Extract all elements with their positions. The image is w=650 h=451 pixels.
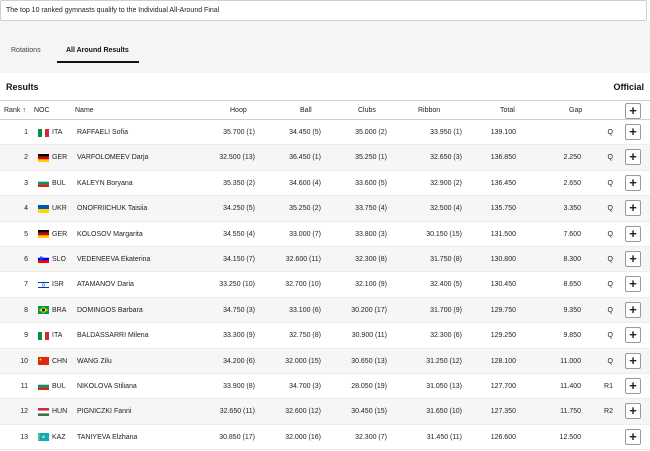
ribbon-score: 31.450 (11) [426,433,462,441]
gap-value: 7.600 [563,230,581,238]
noc-cell: SLO [52,255,67,263]
table-row[interactable] [0,120,650,145]
ribbon-score: 31.750 (8) [430,255,462,263]
expand-row-button[interactable]: + [625,200,641,216]
qualification-status: Q [607,129,613,136]
tab-all-around-results[interactable]: All Around Results [66,47,129,54]
ball-score: 32.700 (10) [285,281,321,289]
rank-cell: 3 [24,179,28,187]
column-ball: Ball [300,107,312,114]
hoop-score: 33.250 (10) [219,281,255,289]
gap-value: 11.750 [560,408,581,416]
athlete-name[interactable]: ATAMANOV Daria [77,281,134,289]
gap-value: 8.650 [563,281,581,289]
hoop-score: 34.550 (4) [223,230,255,238]
total-score: 136.850 [490,154,516,162]
kaz-flag-icon [38,433,49,441]
ita-flag-icon [38,332,49,340]
expand-row-button[interactable]: + [625,302,641,318]
column-clubs: Clubs [358,107,376,114]
results-table [0,100,650,450]
clubs-score: 30.650 (13) [351,357,387,365]
rank-cell: 11 [20,382,28,390]
rank-cell: 2 [24,154,28,162]
clubs-score: 33.800 (3) [355,230,387,238]
table-row[interactable] [0,425,650,450]
total-score: 130.800 [490,255,516,263]
hoop-score: 34.200 (6) [223,357,255,365]
column-ribbon: Ribbon [418,107,441,114]
athlete-name[interactable]: WANG Zilu [77,357,112,365]
ball-score: 35.250 (2) [289,205,321,213]
gap-value: 9.850 [563,332,581,340]
expand-row-button[interactable]: + [625,327,641,343]
total-score: 135.750 [490,205,516,213]
table-row[interactable] [0,349,650,374]
table-row[interactable] [0,374,650,399]
noc-cell: GER [52,230,68,238]
column-name: Name [75,107,94,114]
qualification-status: Q [607,205,613,213]
ball-score: 33.000 (7) [289,230,321,238]
table-header [0,100,650,120]
athlete-name[interactable]: VARFOLOMEEV Darja [77,154,149,162]
slo-flag-icon [38,255,49,263]
expand-row-button[interactable]: + [625,276,641,292]
noc-cell: ISR [52,281,64,289]
results-heading: Results [6,82,39,92]
ball-score: 32.600 (11) [285,255,321,263]
hun-flag-icon [38,408,49,416]
rank-cell: 12 [20,408,28,416]
total-score: 136.450 [490,179,516,187]
total-score: 128.100 [490,357,516,365]
clubs-score: 35.250 (1) [355,154,387,162]
total-score: 126.600 [490,433,516,441]
hoop-score: 32.500 (13) [219,154,255,162]
rank-cell: 8 [24,306,28,314]
expand-row-button[interactable]: + [625,429,641,445]
athlete-name[interactable]: VEDENEEVA Ekaterina [77,255,151,263]
gap-value: 2.250 [563,154,581,162]
column-total: Total [500,107,515,114]
noc-cell: GER [52,154,68,162]
table-row[interactable] [0,272,650,297]
ball-score: 32.000 (15) [285,357,321,365]
ball-score: 34.700 (3) [289,382,321,390]
total-score: 130.450 [490,281,516,289]
gap-value: 11.000 [560,357,581,365]
noc-cell: CHN [52,357,68,365]
rank-cell: 5 [24,230,28,238]
ribbon-score: 31.650 (10) [426,408,462,416]
qualification-status: Q [607,306,613,314]
rank-cell: 4 [24,205,28,213]
rank-cell: 9 [24,332,28,340]
bra-flag-icon [38,306,49,314]
total-score: 139.100 [490,129,516,136]
gap-value: 9.350 [563,306,581,314]
hoop-score: 33.900 (8) [223,382,255,390]
qualification-status: Q [607,255,613,263]
sort-ascending-icon[interactable]: ↑ [22,107,26,114]
athlete-name[interactable]: DOMINGOS Barbara [77,306,143,314]
ribbon-score: 31.050 (13) [426,382,462,390]
qualification-status: Q [607,179,613,187]
clubs-score: 33.600 (5) [355,179,387,187]
ball-score: 32.750 (8) [289,332,321,340]
tab-rotations[interactable]: Rotations [11,47,41,54]
column-rank-label: Rank [4,107,21,114]
expand-row-button[interactable]: + [625,149,641,165]
hoop-score: 32.650 (11) [219,408,255,416]
total-score: 129.250 [490,332,516,340]
column-hoop: Hoop [230,107,247,114]
rank-cell: 1 [24,129,28,136]
rank-cell: 6 [24,255,28,263]
ball-score: 34.450 (5) [289,129,321,136]
noc-cell: KAZ [52,433,66,441]
clubs-score: 32.300 (8) [355,255,387,263]
chn-flag-icon [38,357,49,365]
athlete-name[interactable]: BALDASSARRI Milena [77,332,149,340]
total-score: 129.750 [490,306,516,314]
rank-cell: 7 [24,281,28,289]
expand-row-button[interactable]: + [625,226,641,242]
ball-score: 33.100 (6) [289,306,321,314]
noc-cell: BRA [52,306,67,314]
noc-cell: BUL [52,179,66,187]
expand-all-button[interactable]: + [625,103,641,119]
total-score: 127.700 [490,382,516,390]
bul-flag-icon [38,382,49,390]
column-rank[interactable] [4,107,26,114]
expand-row-button[interactable]: + [625,353,641,369]
ribbon-score: 32.650 (3) [430,154,462,162]
expand-row-button[interactable]: + [625,403,641,419]
table-row[interactable] [0,298,650,323]
ribbon-score: 32.300 (6) [430,332,462,340]
clubs-score: 33.750 (4) [355,205,387,213]
expand-row-button[interactable]: + [625,378,641,394]
athlete-name[interactable]: PIGNICZKI Fanni [77,408,132,416]
athlete-name[interactable]: TANIYEVA Elzhana [77,433,138,441]
ribbon-score: 31.700 (9) [430,306,462,314]
noc-cell: ITA [52,332,63,340]
hoop-score: 34.750 (3) [223,306,255,314]
table-row[interactable] [0,323,650,348]
noc-cell: UKR [52,205,67,213]
qualification-status: Q [607,281,613,289]
athlete-name[interactable]: RAFFAELI Sofia [77,129,128,136]
column-gap: Gap [569,107,583,114]
noc-cell: HUN [52,408,68,416]
official-status: Official [613,82,644,92]
clubs-score: 28.050 (19) [351,382,387,390]
table-row[interactable] [0,399,650,424]
gap-value: 11.400 [560,382,581,390]
qualification-status: Q [607,332,613,340]
ger-flag-icon [38,230,49,238]
ball-score: 32.600 (12) [285,408,321,416]
rank-cell: 13 [20,433,28,441]
qualification-status: Q [607,154,613,162]
gap-value: 3.350 [563,205,581,213]
bul-flag-icon [38,179,49,187]
hoop-score: 33.300 (9) [223,332,255,340]
qualification-status: R2 [604,408,613,416]
qualification-status: R1 [604,382,613,390]
ukr-flag-icon [38,205,49,213]
table-row[interactable] [0,196,650,221]
clubs-score: 32.300 (7) [355,433,387,441]
athlete-name[interactable]: KALEYN Boryana [77,179,133,187]
ita-flag-icon [38,129,49,137]
hoop-score: 34.150 (7) [223,255,255,263]
ribbon-score: 32.500 (4) [430,205,462,213]
athlete-name[interactable]: ONOFRIICHUK Taisiia [77,205,148,213]
ball-score: 32.000 (16) [285,433,321,441]
isr-flag-icon [38,281,49,289]
qualification-status: Q [607,230,613,238]
total-score: 127.350 [490,408,516,416]
table-row[interactable] [0,171,650,196]
ger-flag-icon [38,154,49,162]
clubs-score: 30.450 (15) [351,408,387,416]
ball-score: 36.450 (1) [289,154,321,162]
qualification-notice: The top 10 ranked gymnasts qualify to the Individual All-Around Final [0,0,647,21]
athlete-name[interactable]: KOLOSOV Margarita [77,230,143,238]
qualification-status: Q [607,357,613,365]
ribbon-score: 31.250 (12) [426,357,462,365]
gap-value: 2.650 [563,179,581,187]
table-body [0,120,650,450]
gap-value: 12.500 [559,433,581,441]
ball-score: 34.600 (4) [289,179,321,187]
rank-cell: 10 [20,357,28,365]
ribbon-score: 32.900 (2) [430,179,462,187]
clubs-score: 32.100 (9) [355,281,387,289]
hoop-score: 35.350 (2) [223,179,255,187]
column-noc: NOC [34,107,50,114]
hoop-score: 34.250 (5) [223,205,255,213]
tab-bar [0,21,650,73]
athlete-name[interactable]: NIKOLOVA Stiliana [77,382,137,390]
hoop-score: 35.700 (1) [223,129,255,136]
ribbon-score: 33.950 (1) [430,129,462,136]
expand-row-button[interactable]: + [625,175,641,191]
clubs-score: 35.000 (2) [355,129,387,136]
table-row[interactable] [0,145,650,170]
active-tab-indicator [57,61,139,63]
noc-cell: BUL [52,382,66,390]
expand-row-button[interactable]: + [625,251,641,267]
noc-cell: ITA [52,129,63,136]
table-row[interactable] [0,222,650,247]
clubs-score: 30.900 (11) [351,332,387,340]
ribbon-score: 32.400 (5) [430,281,462,289]
expand-row-button[interactable]: + [625,124,641,140]
clubs-score: 30.200 (17) [351,306,387,314]
gap-value: 8.300 [563,255,581,263]
total-score: 131.500 [490,230,516,238]
ribbon-score: 30.150 (15) [426,230,462,238]
table-row[interactable] [0,247,650,272]
hoop-score: 30.850 (17) [219,433,255,441]
